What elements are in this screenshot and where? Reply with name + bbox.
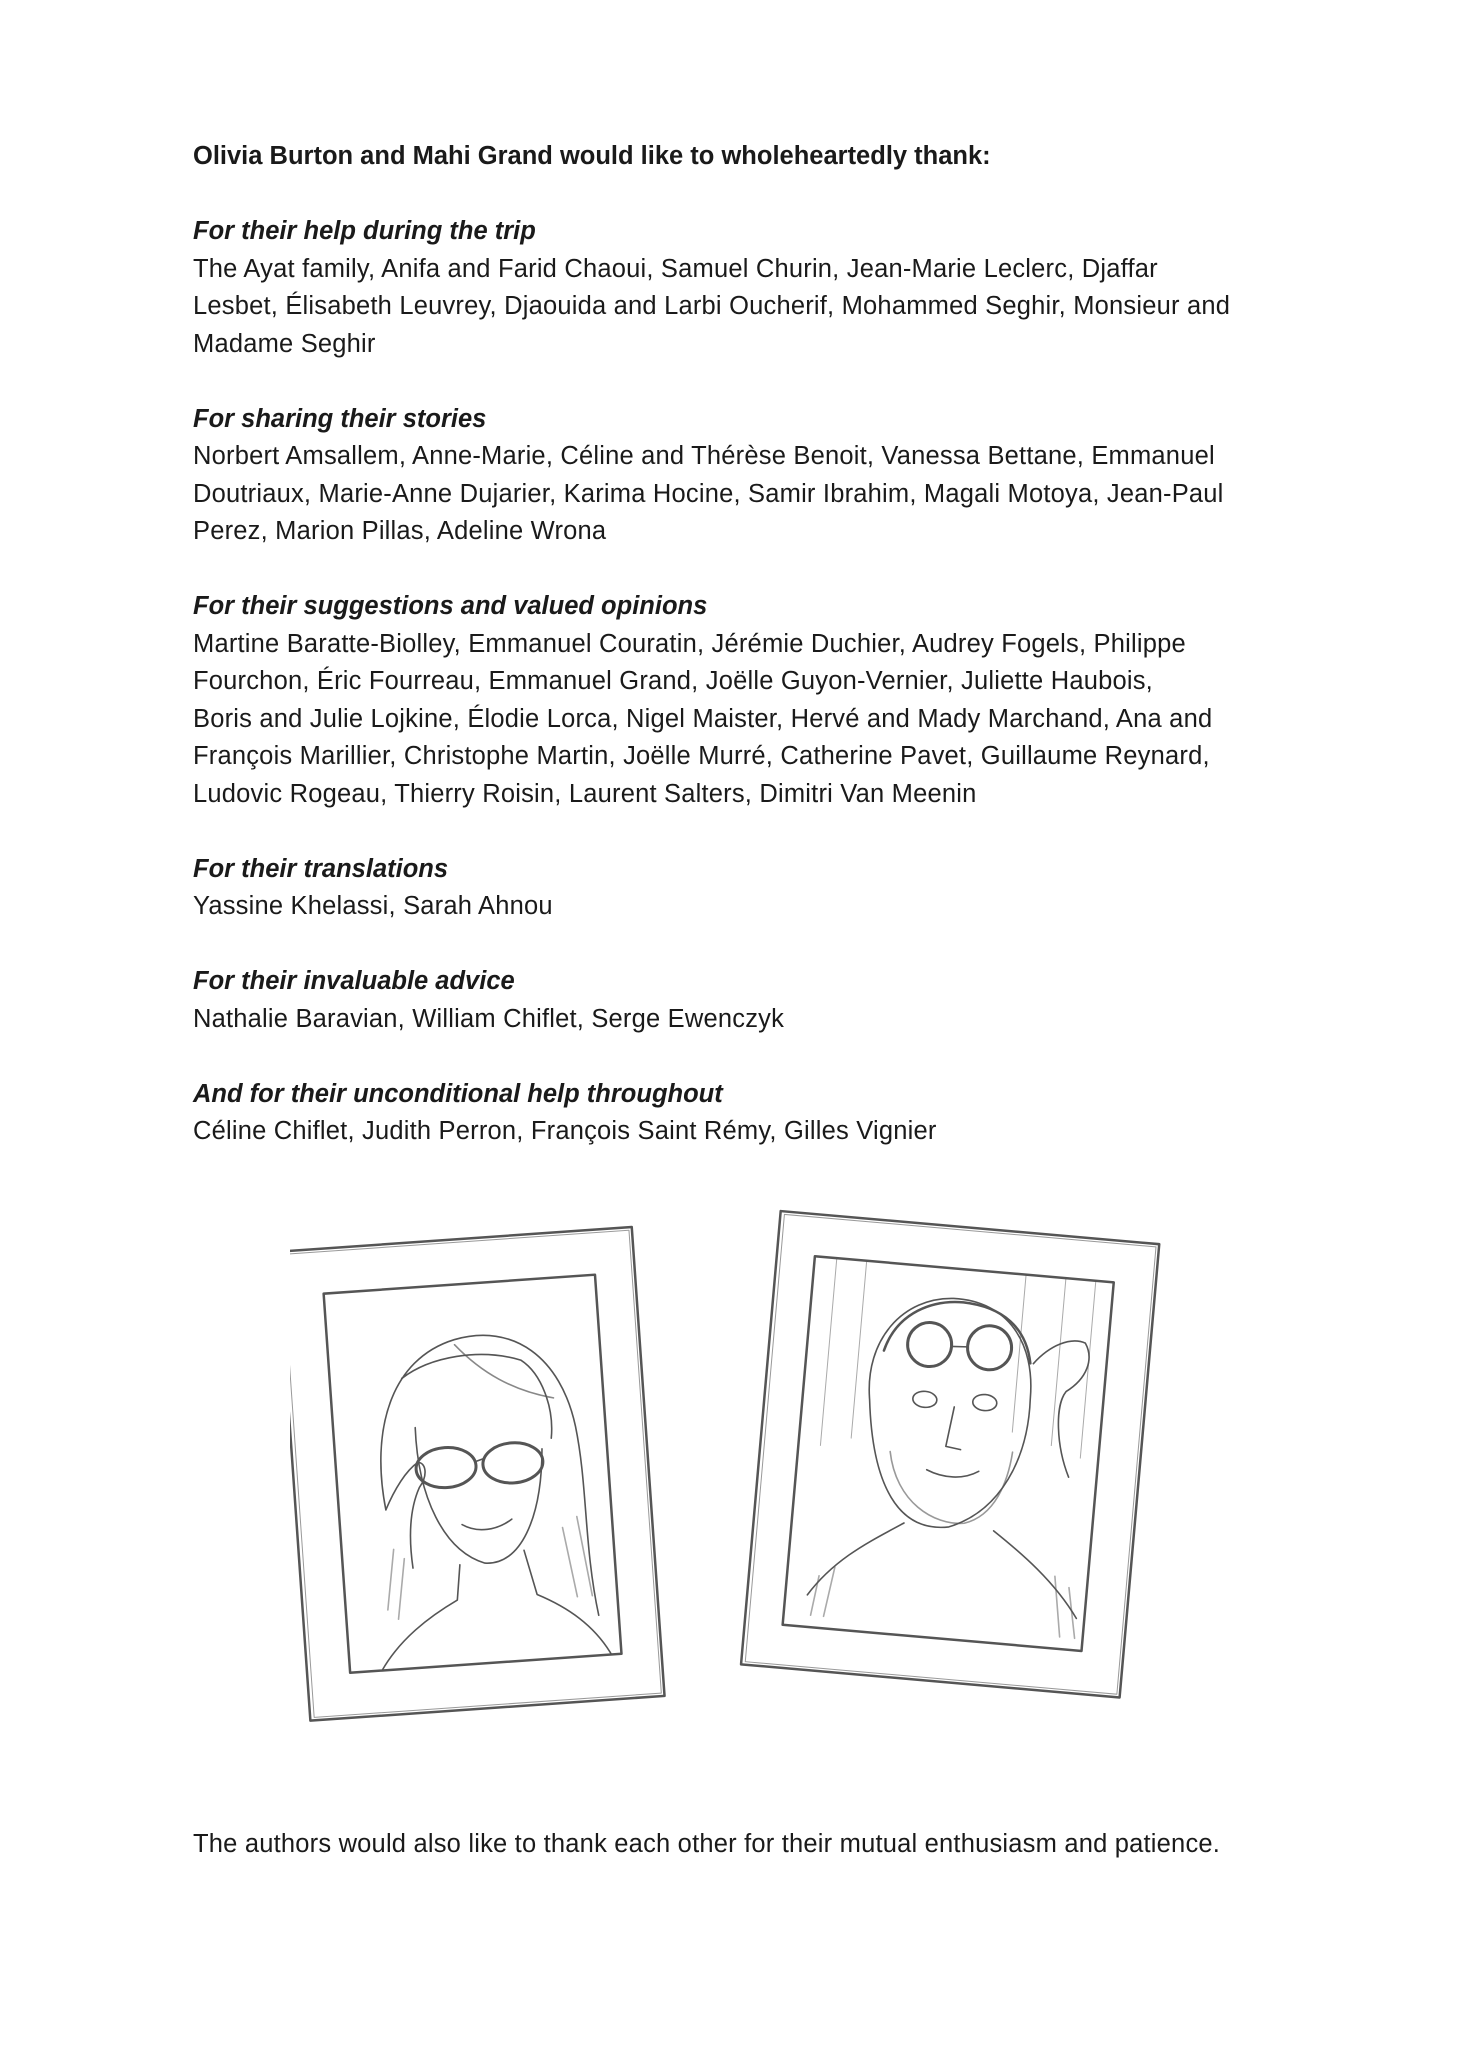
- section-body: [193, 626, 1313, 814]
- name-line: François Marillier, Christophe Martin, Joëlle Murré, Catherine Pavet, Guillaume Reynard,: [193, 742, 1210, 770]
- section-advice: [193, 963, 1313, 1038]
- name-line: Lesbet, Élisabeth Leuvrey, Djaouida and Larbi Oucherif, Mohammed Seghir, Monsieur and: [193, 292, 1231, 320]
- man-portrait-icon: [806, 1288, 1104, 1638]
- portrait-frame-man: [741, 1211, 1159, 1697]
- name-line: Martine Baratte-Biolley, Emmanuel Couratin, Jérémie Duchier, Audrey Fogels, Philippe: [193, 629, 1186, 658]
- section-trip-help: [193, 213, 1313, 363]
- section-translations: [193, 851, 1313, 926]
- name-line: Perez, Marion Pillas, Adeline Wrona: [193, 517, 607, 545]
- section-heading: For their help during the trip: [193, 217, 536, 245]
- name-line: The Ayat family, Anifa and Farid Chaoui, Samuel Churin, Jean-Marie Leclerc, Djaffar: [193, 254, 1158, 283]
- section-heading: And for their unconditional help throughout: [193, 1079, 723, 1108]
- section-body: [193, 1001, 1313, 1039]
- intro-line: Olivia Burton and Mahi Grand would like to wholeheartedly thank:: [193, 142, 991, 170]
- section-body: [193, 438, 1313, 551]
- name-line: Doutriaux, Marie-Anne Dujarier, Karima Hocine, Samir Ibrahim, Magali Motoya, Jean-Paul: [193, 479, 1224, 508]
- acknowledgements-text: [193, 138, 1313, 1188]
- section-heading: For their invaluable advice: [193, 967, 515, 995]
- portrait-frame-woman: [290, 1227, 665, 1721]
- name-line: Madame Seghir: [193, 329, 376, 358]
- name-line: Céline Chiflet, Judith Perron, François Saint Rémy, Gilles Vignier: [193, 1117, 937, 1145]
- section-heading: For sharing their stories: [193, 404, 487, 433]
- section-body: [193, 1113, 1313, 1151]
- name-line: Nathalie Baravian, William Chiflet, Serge Ewenczyk: [193, 1004, 785, 1033]
- name-line: Boris and Julie Lojkine, Élodie Lorca, Nigel Maister, Hervé and Mady Marchand, Ana and: [193, 704, 1213, 733]
- section-stories: [193, 401, 1313, 551]
- name-line: Fourchon, Éric Fourreau, Emmanuel Grand, Joëlle Guyon-Vernier, Juliette Haubois,: [193, 667, 1153, 695]
- author-portraits-illustration: [290, 1205, 1220, 1775]
- section-body: [193, 888, 1313, 926]
- section-unconditional-help: [193, 1076, 1313, 1151]
- name-line: Norbert Amsallem, Anne-Marie, Céline and Thérèse Benoit, Vanessa Bettane, Emmanuel: [193, 442, 1215, 470]
- section-heading: For their translations: [193, 854, 449, 883]
- woman-portrait-icon: [359, 1328, 611, 1671]
- name-line: Ludovic Rogeau, Thierry Roisin, Laurent Salters, Dimitri Van Meenin: [193, 779, 977, 808]
- closing-line: The authors would also like to thank each other for their mutual enthusiasm and patience.: [193, 1830, 1221, 1858]
- name-line: Yassine Khelassi, Sarah Ahnou: [193, 892, 553, 920]
- section-heading: For their suggestions and valued opinions: [193, 592, 708, 620]
- section-suggestions: [193, 588, 1313, 813]
- section-body: [193, 251, 1313, 364]
